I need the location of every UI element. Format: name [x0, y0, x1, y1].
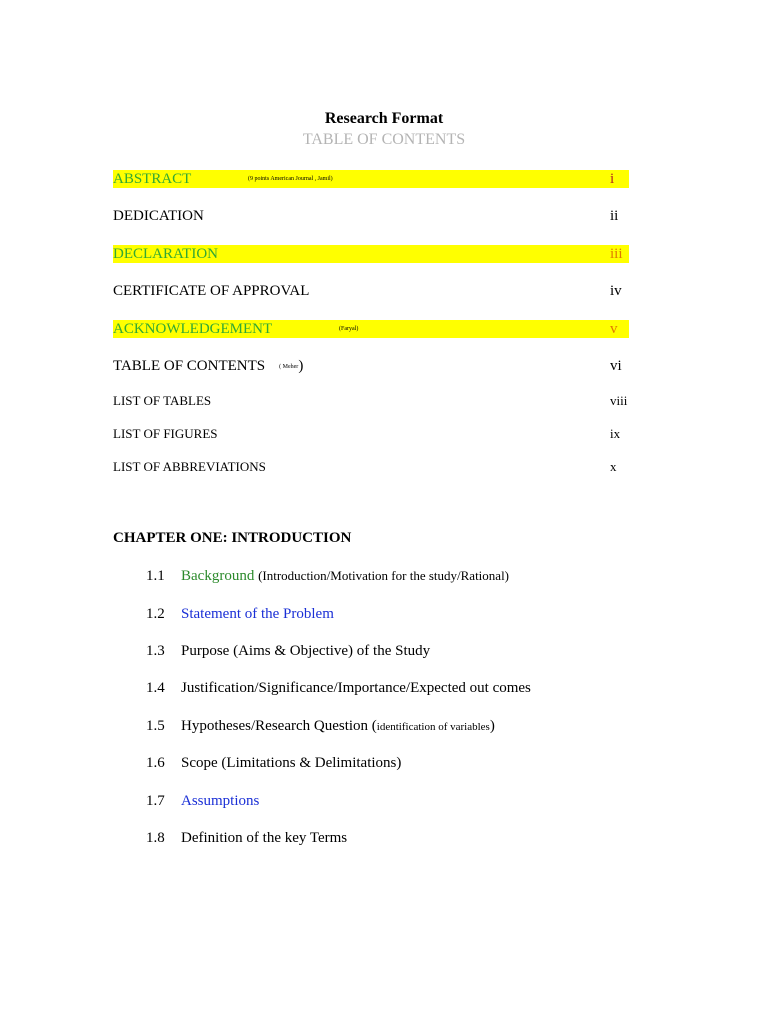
toc-entry-acknowledgement — [113, 320, 629, 338]
section-number: 1.5 — [146, 718, 165, 734]
section-title: Hypotheses/Research Question ( — [181, 718, 377, 734]
toc-entry-note: (9 points American Journal , Jamil) — [248, 176, 333, 182]
toc-entry-page: ii — [610, 208, 619, 224]
toc-entry-label: LIST OF ABBREVIATIONS — [113, 459, 266, 474]
toc-entry-page: i — [610, 171, 615, 187]
section-number: 1.6 — [146, 755, 165, 771]
toc-entry-label: LIST OF TABLES — [113, 393, 212, 408]
section-extra: (Introduction/Motivation for the study/Rational) — [258, 568, 510, 583]
toc-entry-note: ( Meher — [279, 363, 299, 370]
toc-entry-list-of-figures — [113, 425, 629, 443]
toc-entry-dedication — [113, 207, 629, 225]
section-1-3 — [146, 641, 430, 661]
section-1-4 — [146, 678, 531, 698]
toc-entry-table-of-contents — [113, 357, 629, 375]
section-title: Assumptions — [181, 793, 260, 809]
section-number: 1.2 — [146, 606, 165, 622]
toc-entry-label: ACKNOWLEDGEMENT — [113, 321, 273, 337]
section-extra: identification of variables — [376, 721, 490, 733]
toc-entry-page: v — [610, 321, 618, 337]
section-title: Justification/Significance/Importance/Expected out comes — [181, 680, 531, 696]
section-1-6 — [146, 753, 401, 773]
toc-entry-label: CERTIFICATE OF APPROVAL — [113, 283, 310, 299]
toc-entry-page: vi — [610, 358, 622, 374]
section-title: Purpose (Aims & Objective) of the Study — [181, 643, 431, 659]
toc-entry-page: iv — [610, 283, 622, 299]
section-number: 1.3 — [146, 643, 165, 659]
toc-entry-page: viii — [610, 393, 628, 408]
toc-entry-list-of-tables — [113, 392, 629, 410]
toc-entry-certificate — [113, 282, 629, 300]
section-title: Definition of the key Terms — [181, 830, 348, 846]
toc-entry-label: LIST OF FIGURES — [113, 426, 218, 441]
document-title: Research Format — [324, 110, 444, 127]
toc-entry-label: DECLARATION — [113, 246, 218, 262]
section-title: Statement of the Problem — [181, 606, 334, 622]
section-1-2 — [146, 604, 334, 624]
toc-entry-page: ix — [610, 426, 621, 441]
section-number: 1.1 — [146, 568, 165, 584]
section-number: 1.4 — [146, 680, 165, 696]
toc-entry-label-group — [113, 357, 303, 376]
toc-entry-label: DEDICATION — [113, 208, 204, 224]
section-1-1 — [146, 566, 509, 586]
section-1-5 — [146, 716, 495, 736]
toc-entry-abstract — [113, 170, 629, 188]
section-title: Scope (Limitations & Delimitations) — [181, 755, 402, 771]
section-1-8 — [146, 828, 347, 848]
chapter-heading: CHAPTER ONE: INTRODUCTION — [113, 530, 352, 546]
toc-entry-page: x — [610, 459, 617, 474]
toc-entry-page: iii — [610, 246, 623, 262]
toc-entry-label: TABLE OF CONTENTS — [113, 358, 266, 374]
section-number: 1.8 — [146, 830, 165, 846]
document-subtitle: TABLE OF CONTENTS — [302, 131, 466, 148]
toc-entry-label: ABSTRACT — [113, 171, 192, 187]
section-extra-close: ) — [489, 718, 495, 734]
toc-entry-list-of-abbreviations — [113, 458, 629, 476]
section-title: Background — [181, 568, 255, 584]
toc-entry-note: (Faryal) — [339, 326, 359, 332]
section-number: 1.7 — [146, 793, 165, 809]
section-1-7 — [146, 791, 259, 811]
toc-entry-declaration — [113, 245, 629, 263]
toc-entry-note-close: ) — [298, 358, 304, 374]
